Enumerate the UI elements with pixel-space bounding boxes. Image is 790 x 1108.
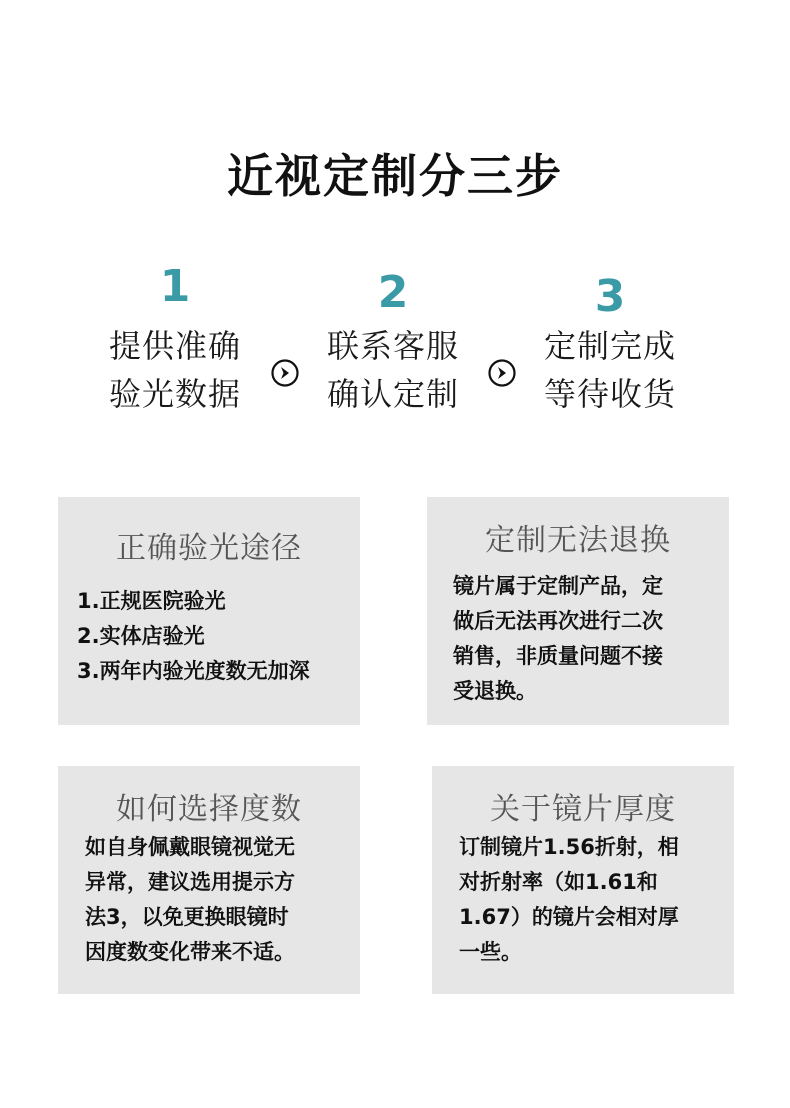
card-no-return [427,497,729,725]
list-item: 2.实体店验光 [77,624,205,648]
list-item: 3.两年内验光度数无加深 [77,659,310,683]
text-line: 因度数变化带来不适。 [85,940,295,964]
text-line: 一些。 [459,940,522,964]
step-1 [100,262,250,418]
text-line: 异常，建议选用提示方 [85,870,295,894]
card-lens-thickness [432,766,734,994]
text-line: 如自身佩戴眼镜视觉无 [85,835,295,859]
card-correct-optometry [58,497,360,725]
text-line: 1.67）的镜片会相对厚 [459,905,679,929]
step-2-line-2: 确认定制 [326,375,459,413]
step-2-line-1: 联系客服 [326,327,459,365]
card-title: 定制无法退换 [485,523,671,558]
text-line: 受退换。 [453,679,537,703]
card-body [453,569,663,709]
page-title: 近视定制分三步 [227,149,563,203]
step-1-line-1: 提供准确 [108,327,241,365]
step-3-line-2: 等待收货 [543,375,676,413]
text-line: 法3，以免更换眼镜时 [85,905,289,929]
card-body [459,830,679,970]
step-3-number: 3 [594,271,626,322]
card-choose-power [58,766,360,994]
text-line: 对折射率（如1.61和 [459,870,658,894]
step-1-line-2: 验光数据 [108,375,241,413]
text-line: 销售，非质量问题不接 [453,644,663,668]
step-3-line-1: 定制完成 [543,327,676,365]
step-2-number: 2 [377,267,409,318]
step-3 [535,272,685,418]
card-body [77,584,310,689]
text-line: 订制镜片1.56折射，相 [459,835,679,859]
step-1-number: 1 [159,261,191,312]
card-title: 如何选择度数 [116,792,302,827]
arrow-circle-right-icon [488,359,516,387]
step-2 [318,268,468,418]
list-item: 1.正规医院验光 [77,589,226,613]
card-title: 正确验光途径 [116,531,302,566]
card-title: 关于镜片厚度 [490,792,676,827]
text-line: 镜片属于定制产品，定 [453,574,663,598]
arrow-circle-right-icon [271,359,299,387]
text-line: 做后无法再次进行二次 [453,609,663,633]
card-body [85,830,295,970]
